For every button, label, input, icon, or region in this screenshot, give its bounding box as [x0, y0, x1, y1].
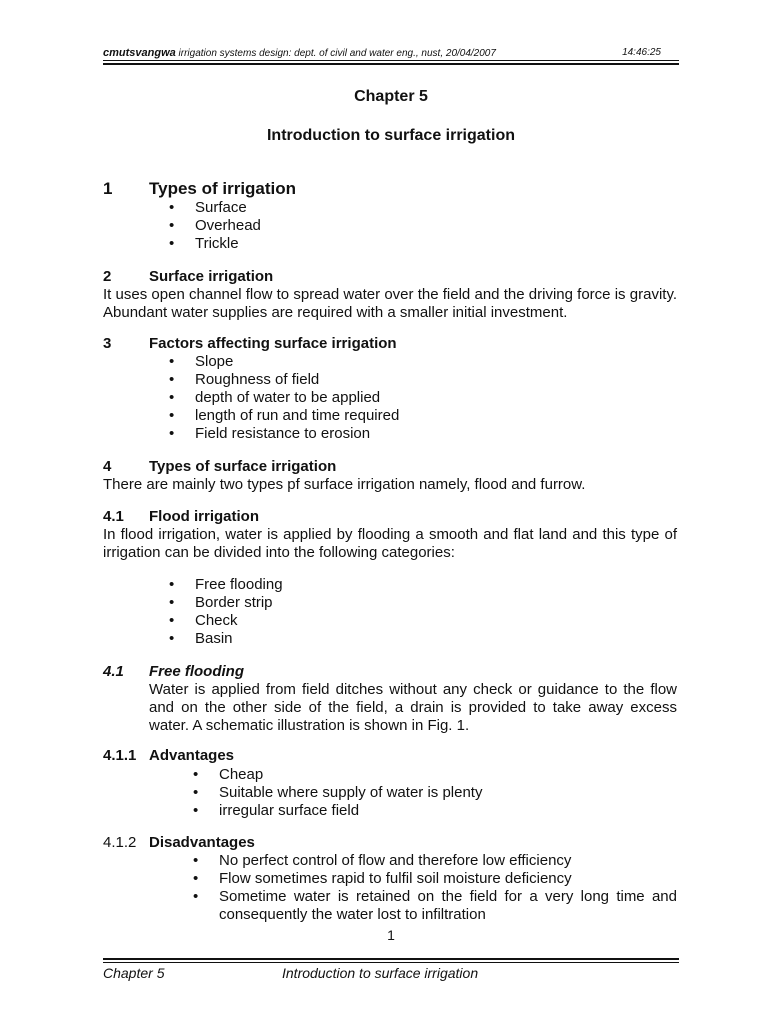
section-4-1-heading — [103, 508, 679, 528]
list-item: • No perfect control of flow and therefore low efficiency — [219, 852, 677, 870]
section-1-heading — [103, 180, 679, 200]
list-item: • Sometime water is retained on the field for a very long time and consequently the water lost to infiltration — [219, 888, 677, 924]
section-number: 4.1.1 — [103, 747, 137, 764]
section-title: Free flooding — [149, 663, 244, 680]
section-title: Surface irrigation — [149, 268, 274, 285]
section-title: Types of surface irrigation — [149, 458, 337, 475]
footer-title: Introduction to surface irrigation — [282, 965, 479, 981]
list-item: • Trickle — [195, 235, 261, 253]
flood-categories-list — [195, 576, 283, 648]
section-title: Advantages — [149, 747, 235, 764]
footer-rule-thin — [103, 962, 679, 963]
section-number: 4.1 — [103, 508, 124, 525]
list-item: • Roughness of field — [195, 371, 399, 389]
list-item: • Cheap — [219, 766, 482, 784]
page-number: 1 — [387, 927, 395, 943]
section-title: Disadvantages — [149, 834, 255, 851]
advantages-list — [219, 766, 482, 820]
list-item: • length of run and time required — [195, 407, 399, 425]
running-header — [103, 44, 679, 60]
section-title: Types of irrigation — [149, 179, 297, 198]
section-4-1-paragraph: In flood irrigation, water is applied by flooding a smooth and flat land and this type of irrigation can be divided into the following categories: — [103, 526, 677, 561]
section-3-heading — [103, 335, 679, 355]
header-time: 14:46:25 — [622, 47, 661, 58]
header-rule-thin — [103, 60, 679, 61]
list-item: • Slope — [195, 353, 399, 371]
header-rule-thick — [103, 63, 679, 65]
list-item: • Flow sometimes rapid to fulfil soil moisture deficiency — [219, 870, 677, 888]
chapter-title: Introduction to surface irrigation — [266, 127, 515, 144]
list-item: • Border strip — [195, 594, 283, 612]
advantages-heading — [103, 747, 679, 767]
list-item: • Basin — [195, 630, 283, 648]
section-number: 1 — [103, 179, 113, 198]
footer-rule-thick — [103, 958, 679, 960]
disadvantages-heading — [103, 834, 679, 854]
list-item: • Suitable where supply of water is plenty — [219, 784, 482, 802]
list-item: • irregular surface field — [219, 802, 482, 820]
section-number: 4.1 — [103, 663, 124, 680]
list-item: • Check — [195, 612, 283, 630]
chapter-label: Chapter 5 — [354, 88, 428, 105]
section-number: 2 — [103, 268, 112, 285]
section-title: Factors affecting surface irrigation — [149, 335, 397, 352]
section-number: 4 — [103, 458, 112, 475]
section-title: Flood irrigation — [149, 508, 259, 525]
free-flooding-heading — [103, 663, 679, 683]
section-4-heading — [103, 458, 679, 478]
irrigation-types-list — [195, 199, 261, 253]
section-2-paragraph: It uses open channel flow to spread water over the field and the driving force is gravity. Abundant water supplies are required with a smaller initial investment. — [103, 286, 677, 321]
header-text: irrigation systems design: dept. of civil and water eng., nust, 20/04/2007 — [175, 48, 496, 59]
list-item: • Field resistance to erosion — [195, 425, 399, 443]
section-4-paragraph: There are mainly two types pf surface irrigation namely, flood and furrow. — [103, 476, 586, 493]
list-item: • Overhead — [195, 217, 261, 235]
list-item: • depth of water to be applied — [195, 389, 399, 407]
section-number: 3 — [103, 335, 112, 352]
factors-list — [195, 353, 399, 443]
list-item: • Free flooding — [195, 576, 283, 594]
footer-chapter: Chapter 5 — [103, 965, 165, 981]
list-item: • Surface — [195, 199, 261, 217]
disadvantages-list — [219, 852, 677, 924]
section-2-heading — [103, 268, 679, 288]
section-number: 4.1.2 — [103, 834, 137, 851]
header-author: cmutsvangwa — [103, 47, 176, 59]
free-flooding-paragraph: Water is applied from field ditches without any check or guidance to the flow and on the other side of the field, a drain is provided to take away excess water. A schematic illustration is shown in Fig. 1. — [149, 681, 677, 734]
